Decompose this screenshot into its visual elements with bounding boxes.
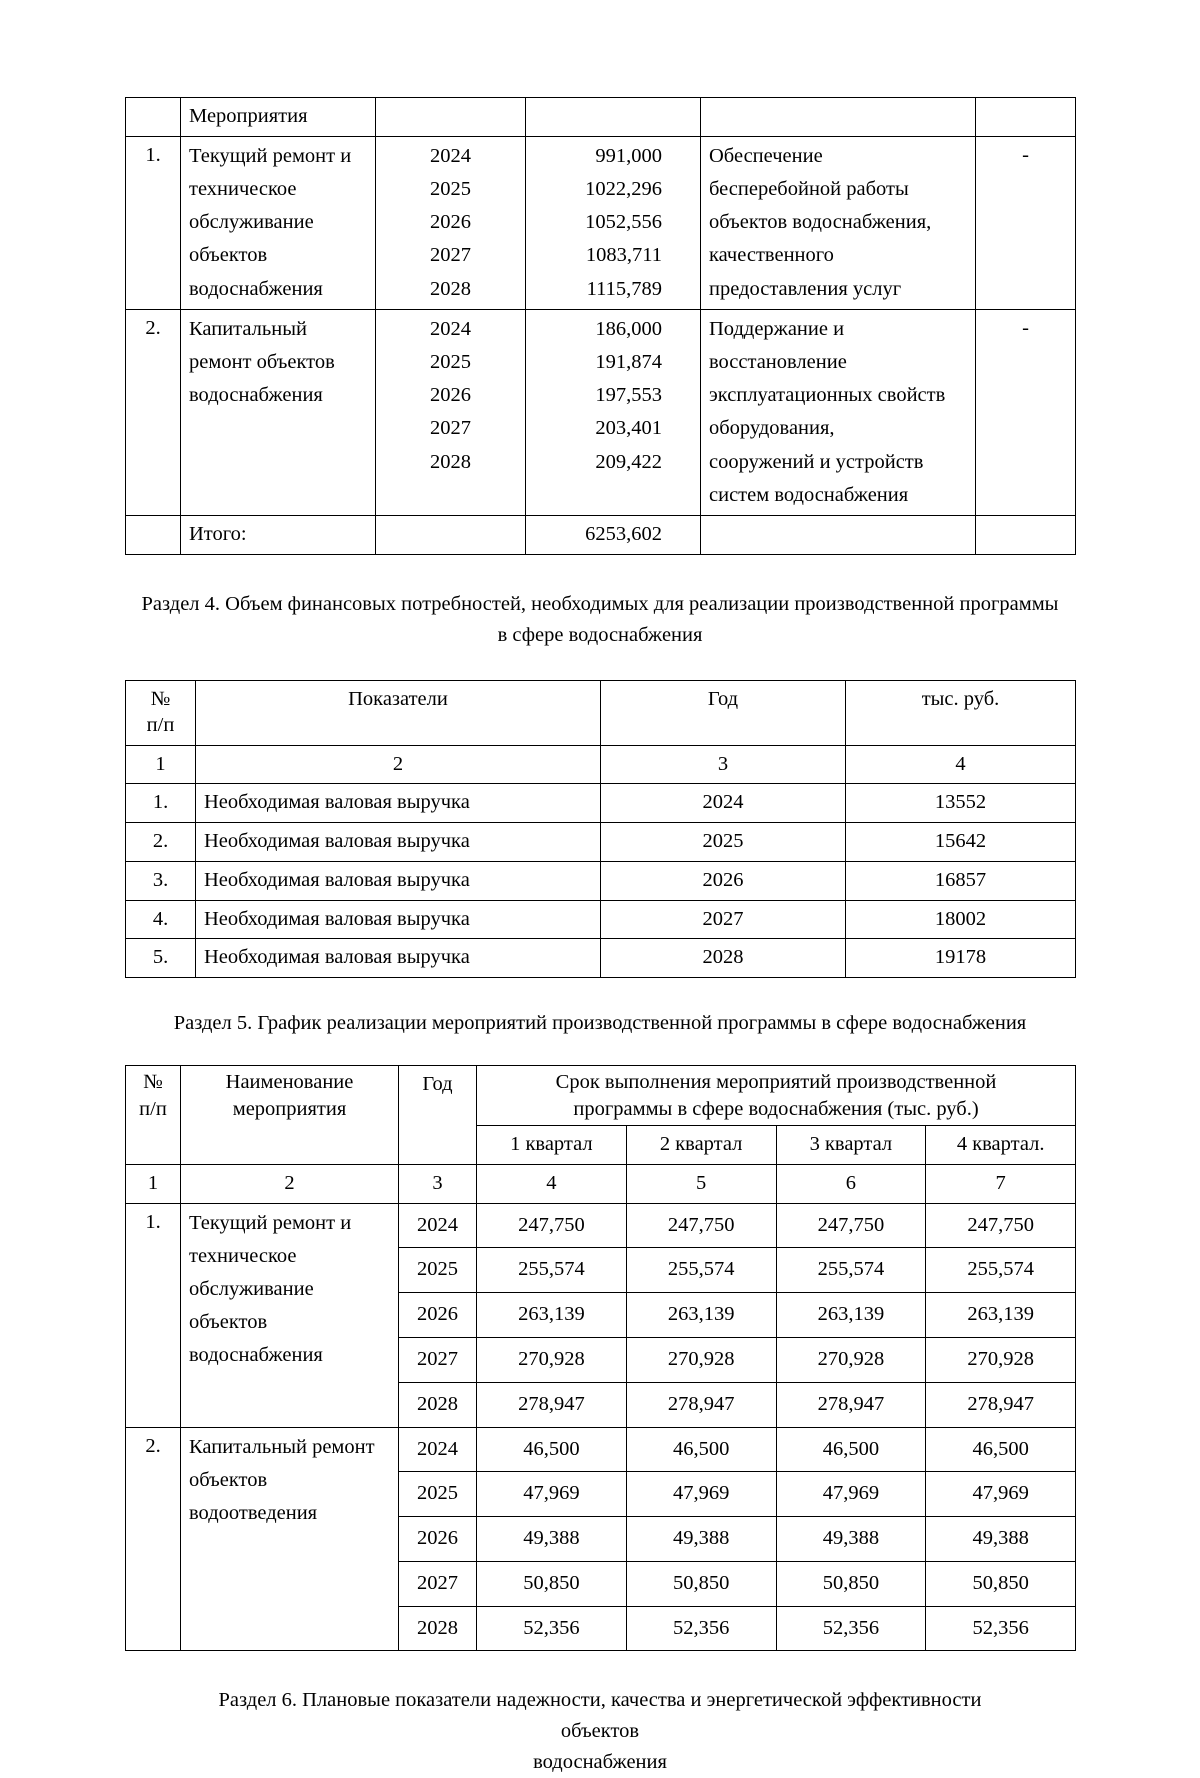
schedule-q3-value: 247,750 xyxy=(776,1203,926,1248)
schedule-q3-value: 263,139 xyxy=(776,1293,926,1338)
schedule-q2-value: 263,139 xyxy=(626,1293,776,1338)
schedule-q3-value: 47,969 xyxy=(776,1472,926,1517)
schedule-q2-value: 47,969 xyxy=(626,1472,776,1517)
year-value: 2026 xyxy=(430,384,471,407)
header-measure-name-line2: мероприятия xyxy=(232,1097,347,1120)
measure-name-line: водоснабжения xyxy=(189,384,323,407)
sum-value: 1115,789 xyxy=(586,277,662,300)
measure-name-line: техническое xyxy=(189,1244,297,1267)
year-value: 2025 xyxy=(430,350,471,373)
table-row xyxy=(126,939,1076,978)
section-6-heading xyxy=(125,1685,1075,1777)
schedule-q1-value: 50,850 xyxy=(477,1561,627,1606)
table-row xyxy=(126,1427,1076,1472)
schedule-q2-value: 50,850 xyxy=(626,1561,776,1606)
schedule-year: 2025 xyxy=(399,1472,477,1517)
cell-empty-desc xyxy=(701,98,976,137)
row-number: 1. xyxy=(126,136,181,309)
schedule-q3-value: 278,947 xyxy=(776,1382,926,1427)
sum-value: 197,553 xyxy=(595,384,662,407)
schedule-q4-value: 47,969 xyxy=(926,1472,1076,1517)
schedule-table xyxy=(125,1065,1076,1651)
section-4-heading-line2: в сфере водоснабжения xyxy=(497,623,703,646)
indicator-value: 16857 xyxy=(846,861,1076,900)
measure-name xyxy=(181,136,376,309)
indicator-name: Необходимая валовая выручка xyxy=(196,900,601,939)
schedule-q3-value: 270,928 xyxy=(776,1337,926,1382)
measure-note: - xyxy=(976,136,1076,309)
measures-cost-table xyxy=(125,97,1076,555)
measure-name-line: объектов xyxy=(189,1311,268,1334)
description-line: оборудования, xyxy=(709,417,835,440)
header-quarter-3: 3 квартал xyxy=(776,1126,926,1165)
year-value: 2028 xyxy=(430,277,471,300)
header-number-line2: п/п xyxy=(146,713,175,736)
measure-name-line: Капитальный xyxy=(189,317,307,340)
indicator-value: 15642 xyxy=(846,823,1076,862)
sum-value: 191,874 xyxy=(595,350,662,373)
schedule-year: 2028 xyxy=(399,1382,477,1427)
section-6-heading-line2: водоснабжения xyxy=(533,1750,667,1773)
group-number: 2. xyxy=(126,1427,181,1651)
measures-header-label: Мероприятия xyxy=(181,98,376,137)
header-number-line1: № xyxy=(150,688,171,711)
year-value: 2026 xyxy=(430,211,471,234)
indicator-year: 2025 xyxy=(601,823,846,862)
cell-empty-note xyxy=(976,98,1076,137)
column-number-3: 3 xyxy=(601,745,846,784)
schedule-q3-value: 46,500 xyxy=(776,1427,926,1472)
column-number-6: 6 xyxy=(776,1164,926,1203)
schedule-q1-value: 49,388 xyxy=(477,1517,627,1562)
schedule-q4-value: 270,928 xyxy=(926,1337,1076,1382)
cell-empty-year xyxy=(376,516,526,555)
measure-name-line: объектов xyxy=(189,1468,268,1491)
sum-value: 203,401 xyxy=(595,417,662,440)
column-number-4: 4 xyxy=(846,745,1076,784)
table-header-row xyxy=(126,1065,1076,1125)
column-number-5: 5 xyxy=(626,1164,776,1203)
table-row xyxy=(126,136,1076,309)
measure-name-line: объектов xyxy=(189,244,268,267)
description-line: качественного xyxy=(709,244,834,267)
header-number-column xyxy=(126,681,196,745)
description-line: систем водоснабжения xyxy=(709,483,909,506)
cell-empty-num xyxy=(126,98,181,137)
column-number-4: 4 xyxy=(477,1164,627,1203)
table-numbering-row xyxy=(126,1164,1076,1203)
schedule-year: 2024 xyxy=(399,1427,477,1472)
schedule-q4-value: 255,574 xyxy=(926,1248,1076,1293)
schedule-year: 2027 xyxy=(399,1561,477,1606)
row-number: 5. xyxy=(126,939,196,978)
schedule-q2-value: 247,750 xyxy=(626,1203,776,1248)
header-quarter-2: 2 квартал xyxy=(626,1126,776,1165)
schedule-year: 2028 xyxy=(399,1606,477,1651)
group-measure-name xyxy=(181,1203,399,1427)
table-row xyxy=(126,98,1076,137)
description-line: Обеспечение xyxy=(709,144,823,167)
indicator-year: 2027 xyxy=(601,900,846,939)
year-value: 2028 xyxy=(430,450,471,473)
header-measure-name-line1: Наименование xyxy=(225,1070,354,1093)
header-term-line2: программы в сфере водоснабжения (тыс. руб.) xyxy=(573,1097,979,1120)
column-number-2: 2 xyxy=(196,745,601,784)
measure-sums xyxy=(526,136,701,309)
indicator-year: 2028 xyxy=(601,939,846,978)
year-value: 2024 xyxy=(430,144,471,167)
header-quarter-4: 4 квартал. xyxy=(926,1126,1076,1165)
header-measure-name xyxy=(181,1065,399,1164)
schedule-q3-value: 255,574 xyxy=(776,1248,926,1293)
description-line: эксплуатационных свойств xyxy=(709,384,946,407)
header-number-column xyxy=(126,1065,181,1164)
measure-name-line: ремонт объектов xyxy=(189,350,335,373)
measure-name-line: Капитальный ремонт xyxy=(189,1435,375,1458)
gross-revenue-table xyxy=(125,680,1076,978)
schedule-q1-value: 263,139 xyxy=(477,1293,627,1338)
sum-value: 991,000 xyxy=(595,144,662,167)
schedule-q3-value: 49,388 xyxy=(776,1517,926,1562)
schedule-q2-value: 46,500 xyxy=(626,1427,776,1472)
measure-name-line: водоотведения xyxy=(189,1501,318,1524)
schedule-q1-value: 270,928 xyxy=(477,1337,627,1382)
sum-value: 1052,556 xyxy=(585,211,662,234)
description-line: Поддержание и xyxy=(709,317,845,340)
table-row xyxy=(126,823,1076,862)
indicator-value: 19178 xyxy=(846,939,1076,978)
measure-name-line: Текущий ремонт и xyxy=(189,144,352,167)
schedule-q1-value: 255,574 xyxy=(477,1248,627,1293)
measure-name-line: водоснабжения xyxy=(189,277,323,300)
header-units: тыс. руб. xyxy=(846,681,1076,745)
schedule-q2-value: 278,947 xyxy=(626,1382,776,1427)
measure-name-line: Текущий ремонт и xyxy=(189,1211,352,1234)
section-4-heading-line1: Раздел 4. Объем финансовых потребностей, необходимых для реализации производственной программы xyxy=(141,592,1059,615)
schedule-q3-value: 50,850 xyxy=(776,1561,926,1606)
row-number: 3. xyxy=(126,861,196,900)
schedule-year: 2025 xyxy=(399,1248,477,1293)
column-number-7: 7 xyxy=(926,1164,1076,1203)
schedule-q4-value: 49,388 xyxy=(926,1517,1076,1562)
year-value: 2027 xyxy=(430,417,471,440)
column-number-1: 1 xyxy=(126,1164,181,1203)
document-content xyxy=(125,97,1075,1778)
measure-years xyxy=(376,309,526,515)
indicator-name: Необходимая валовая выручка xyxy=(196,784,601,823)
schedule-q3-value: 52,356 xyxy=(776,1606,926,1651)
schedule-year: 2026 xyxy=(399,1293,477,1338)
measure-sums xyxy=(526,309,701,515)
sum-value: 209,422 xyxy=(595,450,662,473)
sum-value: 1022,296 xyxy=(585,177,662,200)
schedule-q2-value: 49,388 xyxy=(626,1517,776,1562)
header-quarter-1: 1 квартал xyxy=(477,1126,627,1165)
total-label: Итого: xyxy=(181,516,376,555)
measure-years xyxy=(376,136,526,309)
column-number-2: 2 xyxy=(181,1164,399,1203)
measure-note: - xyxy=(976,309,1076,515)
measure-name-line: техническое xyxy=(189,177,297,200)
cell-empty-sum xyxy=(526,98,701,137)
indicator-year: 2026 xyxy=(601,861,846,900)
group-number: 1. xyxy=(126,1203,181,1427)
schedule-q1-value: 247,750 xyxy=(477,1203,627,1248)
table-row xyxy=(126,784,1076,823)
header-year: Год xyxy=(399,1065,477,1164)
row-number: 4. xyxy=(126,900,196,939)
schedule-year: 2027 xyxy=(399,1337,477,1382)
description-line: восстановление xyxy=(709,350,847,373)
table-header-row xyxy=(126,681,1076,745)
cell-empty-num xyxy=(126,516,181,555)
cell-empty-year xyxy=(376,98,526,137)
header-number-line1: № xyxy=(143,1070,163,1093)
header-term-group xyxy=(477,1065,1076,1125)
measure-name-line: водоснабжения xyxy=(189,1344,323,1367)
section-5-heading-line1: Раздел 5. График реализации мероприятий производственной программы в сфере водоснабжения xyxy=(173,1012,1027,1035)
schedule-q4-value: 247,750 xyxy=(926,1203,1076,1248)
row-number: 1. xyxy=(126,784,196,823)
schedule-q1-value: 46,500 xyxy=(477,1427,627,1472)
sum-value: 186,000 xyxy=(595,317,662,340)
indicator-year: 2024 xyxy=(601,784,846,823)
description-line: предоставления услуг xyxy=(709,277,902,300)
table-row xyxy=(126,900,1076,939)
description-line: объектов водоснабжения, xyxy=(709,211,932,234)
indicator-name: Необходимая валовая выручка xyxy=(196,823,601,862)
schedule-q4-value: 50,850 xyxy=(926,1561,1076,1606)
section-6-heading-line1: Раздел 6. Плановые показатели надежности, качества и энергетической эффективности объектов xyxy=(218,1689,982,1743)
section-4-heading xyxy=(125,589,1075,651)
row-number: 2. xyxy=(126,823,196,862)
schedule-q1-value: 52,356 xyxy=(477,1606,627,1651)
schedule-q2-value: 255,574 xyxy=(626,1248,776,1293)
schedule-q4-value: 263,139 xyxy=(926,1293,1076,1338)
schedule-year: 2026 xyxy=(399,1517,477,1562)
description-line: сооружений и устройств xyxy=(709,450,924,473)
sum-value: 1083,711 xyxy=(585,244,662,267)
total-value: 6253,602 xyxy=(585,523,662,545)
year-value: 2027 xyxy=(430,244,471,267)
column-number-3: 3 xyxy=(399,1164,477,1203)
group-measure-name xyxy=(181,1427,399,1651)
indicator-value: 18002 xyxy=(846,900,1076,939)
schedule-q2-value: 270,928 xyxy=(626,1337,776,1382)
indicator-value: 13552 xyxy=(846,784,1076,823)
schedule-q2-value: 52,356 xyxy=(626,1606,776,1651)
measure-name xyxy=(181,309,376,515)
table-row xyxy=(126,309,1076,515)
table-numbering-row xyxy=(126,745,1076,784)
schedule-q4-value: 52,356 xyxy=(926,1606,1076,1651)
column-number-1: 1 xyxy=(126,745,196,784)
schedule-q1-value: 47,969 xyxy=(477,1472,627,1517)
row-number: 2. xyxy=(126,309,181,515)
year-value: 2024 xyxy=(430,317,471,340)
cell-empty-note xyxy=(976,516,1076,555)
cell-empty-desc xyxy=(701,516,976,555)
measure-name-line: обслуживание xyxy=(189,1278,314,1301)
header-indicator: Показатели xyxy=(196,681,601,745)
schedule-q1-value: 278,947 xyxy=(477,1382,627,1427)
table-row xyxy=(126,1203,1076,1248)
schedule-q4-value: 46,500 xyxy=(926,1427,1076,1472)
table-row xyxy=(126,861,1076,900)
header-number-line2: п/п xyxy=(139,1097,167,1120)
total-value-wrap xyxy=(526,516,701,555)
indicator-name: Необходимая валовая выручка xyxy=(196,939,601,978)
indicator-name: Необходимая валовая выручка xyxy=(196,861,601,900)
measure-description xyxy=(701,309,976,515)
schedule-year: 2024 xyxy=(399,1203,477,1248)
table-total-row xyxy=(126,516,1076,555)
section-5-heading xyxy=(125,1008,1075,1039)
description-line: бесперебойной работы xyxy=(709,177,909,200)
measure-description xyxy=(701,136,976,309)
header-year: Год xyxy=(601,681,846,745)
schedule-q4-value: 278,947 xyxy=(926,1382,1076,1427)
year-value: 2025 xyxy=(430,177,471,200)
header-term-line1: Срок выполнения мероприятий производственной xyxy=(555,1070,997,1093)
measure-name-line: обслуживание xyxy=(189,211,314,234)
